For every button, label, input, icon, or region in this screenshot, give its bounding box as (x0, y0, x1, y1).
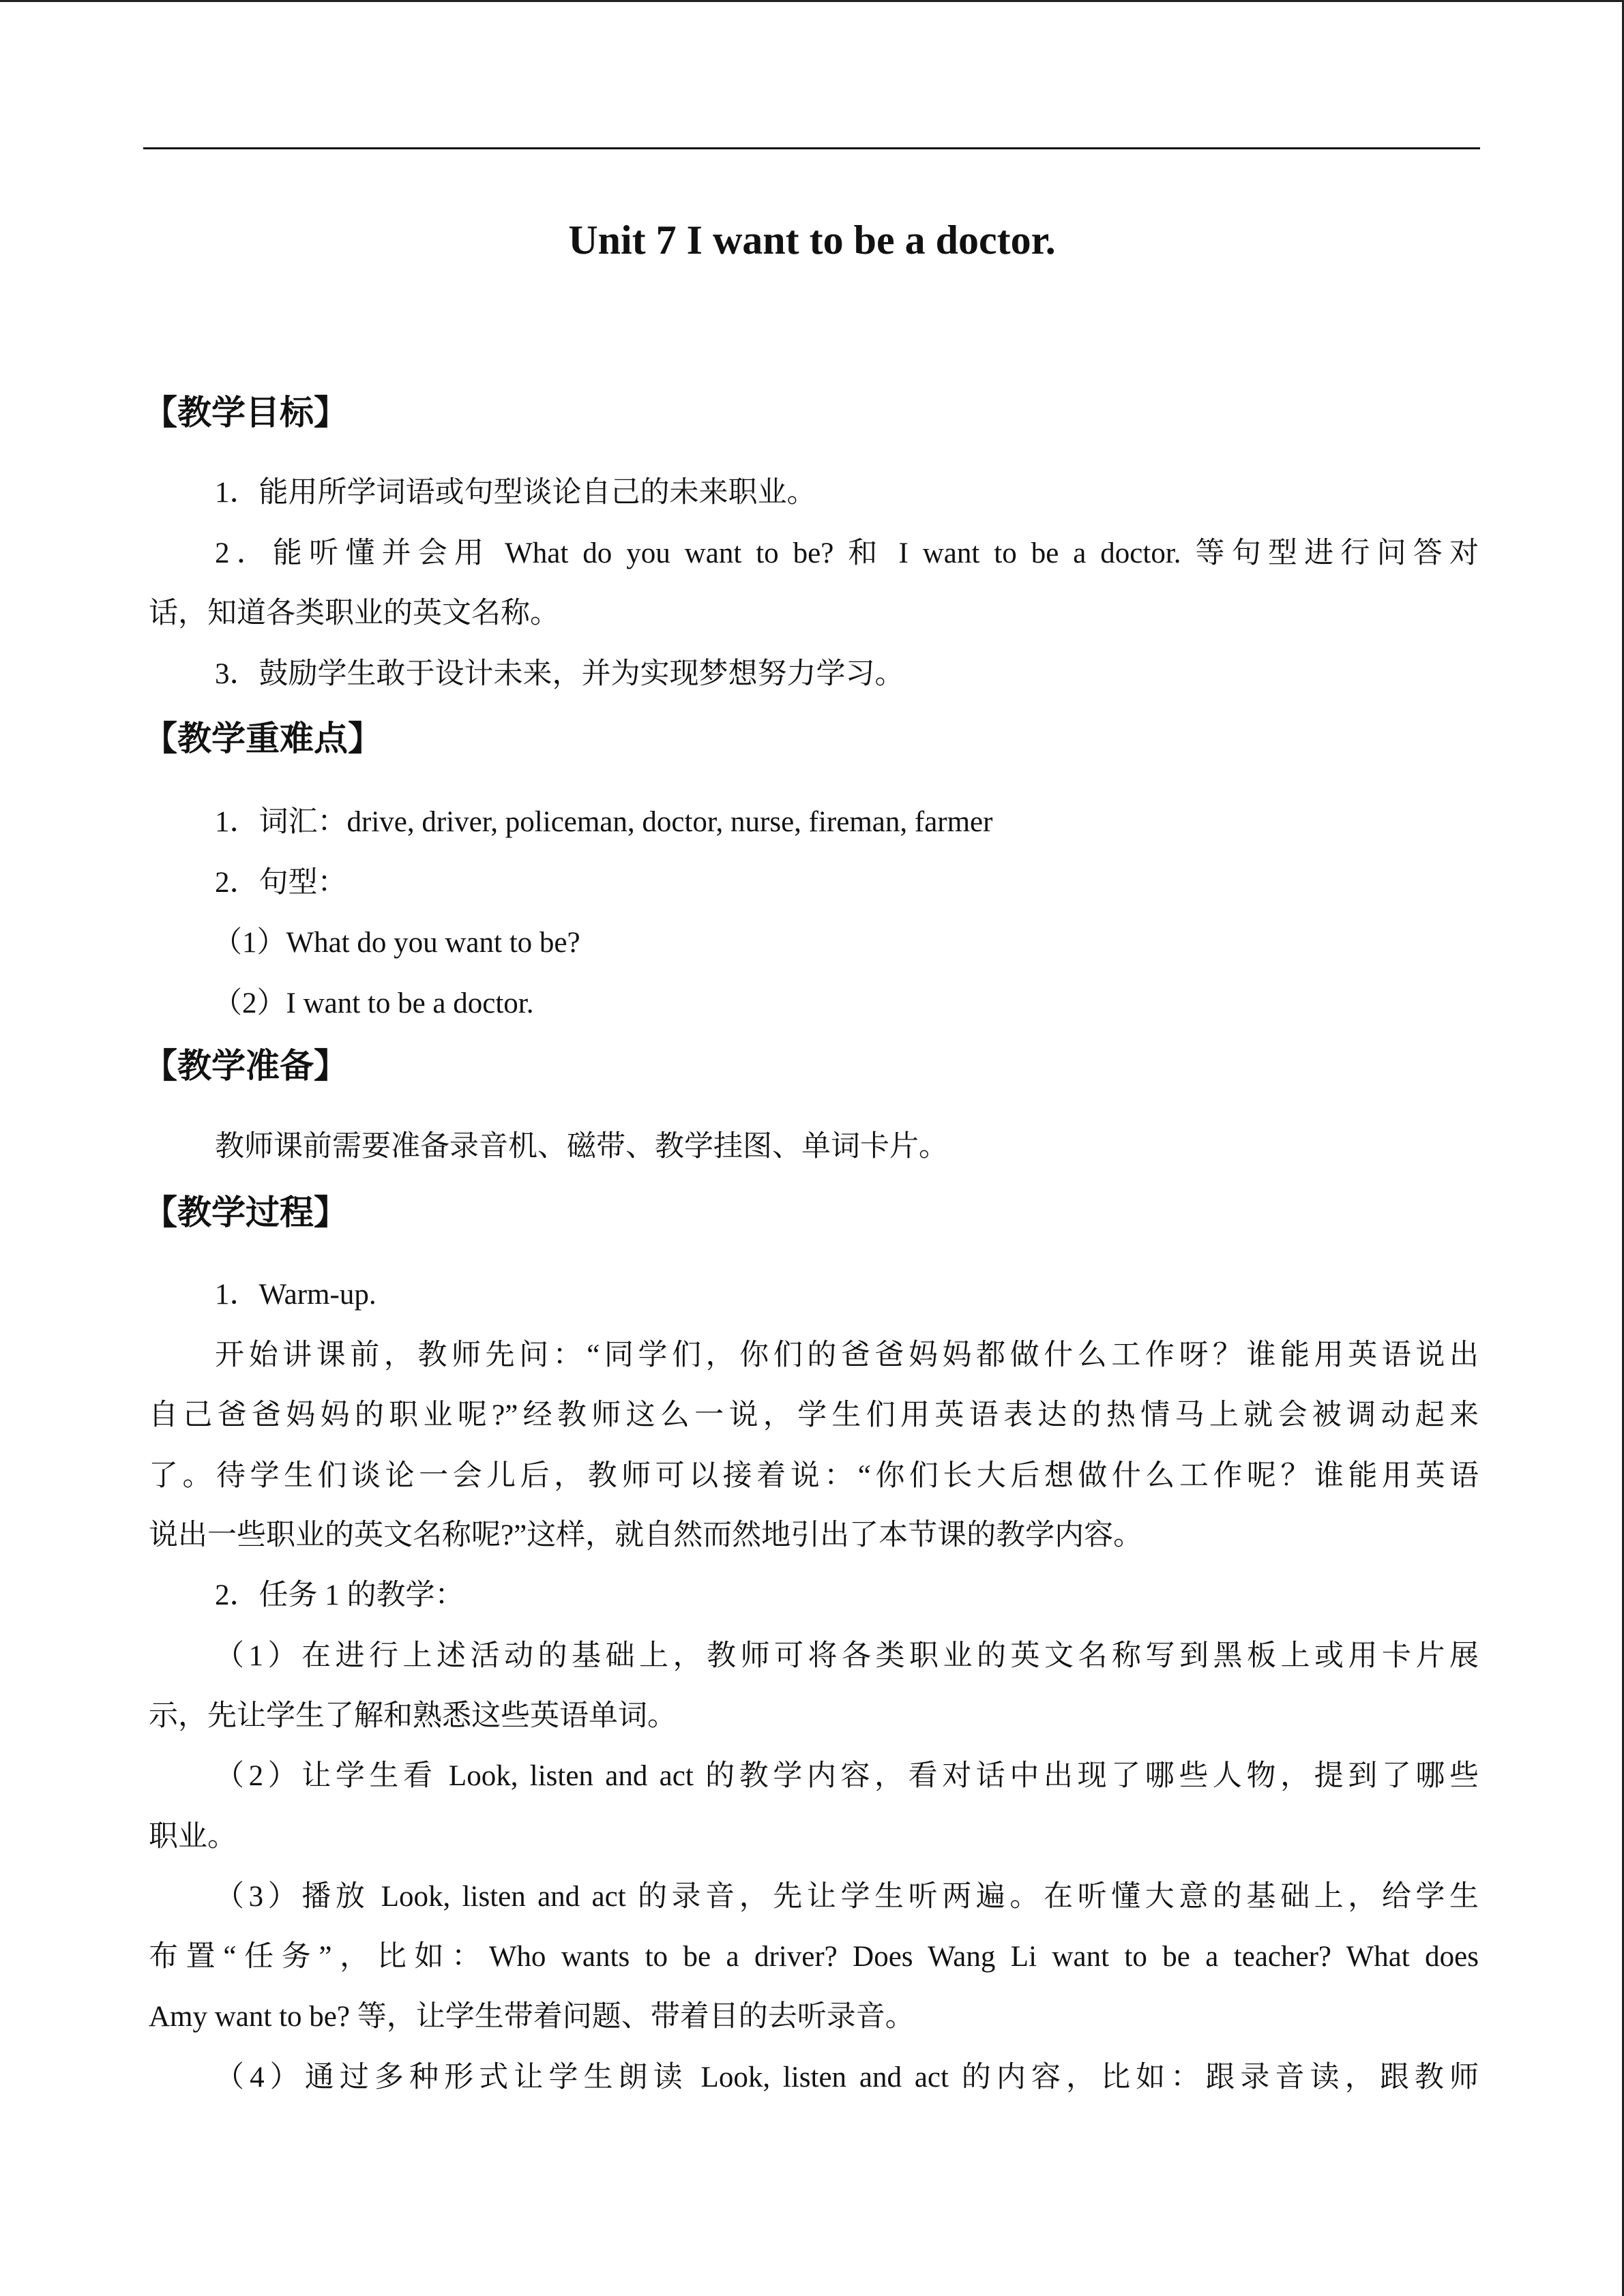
process-line-14: （4）通过多种形式让学生朗读 Look, listen and act 的内容，比如：跟录音读，跟教师 (215, 2061, 1479, 2093)
keypoint-vocabulary: 1．词汇：drive, driver, policeman, doctor, nurse, fireman, farmer (215, 806, 993, 838)
process-line-13: Amy want to be? 等，让学生带着问题、带着目的去听录音。 (149, 2001, 915, 2033)
process-line-11: （3）播放 Look, listen and act 的录音，先让学生听两遍。在听懂大意的基础上，给学生 (215, 1881, 1479, 1913)
heading-teaching-objectives: 【教学目标】 (143, 393, 348, 432)
process-line-9: （2）让学生看 Look, listen and act 的教学内容，看对话中出现了哪些人物，提到了哪些 (215, 1760, 1479, 1792)
keypoint-pattern-1: （1）What do you want to be? (213, 927, 580, 959)
document-title: Unit 7 I want to be a doctor. (568, 218, 1056, 263)
heading-preparation: 【教学准备】 (143, 1046, 348, 1086)
objective-line-1: 1．能用所学词语或句型谈论自己的未来职业。 (215, 477, 816, 509)
heading-teaching-process: 【教学过程】 (143, 1193, 348, 1232)
process-line-7: （1）在进行上述活动的基础上，教师可将各类职业的英文名称写到黑板上或用卡片展 (215, 1640, 1479, 1672)
process-line-6: 2．任务 1 的教学： (215, 1579, 464, 1611)
process-line-8: 示，先让学生了解和熟悉这些英语单词。 (149, 1700, 677, 1732)
process-line-3: 自己爸爸妈妈的职业呢?”经教师这么一说，学生们用英语表达的热情马上就会被调动起来 (149, 1399, 1479, 1431)
objective-line-2-cont: 话，知道各类职业的英文名称。 (149, 597, 559, 629)
keypoint-sentence-patterns: 2．句型： (215, 867, 347, 899)
process-line-12: 布置“任务”，比如：Who wants to be a driver? Does Wang Li want to be a teacher? What does (149, 1941, 1479, 1973)
process-line-1: 1．Warm-up. (215, 1279, 377, 1311)
process-line-4: 了。待学生们谈论一会儿后，教师可以接着说：“你们长大后想做什么工作呢？谁能用英语 (149, 1460, 1479, 1492)
header-rule (143, 147, 1480, 149)
process-line-5: 说出一些职业的英文名称呢?”这样，就自然而然地引出了本节课的教学内容。 (149, 1519, 1143, 1551)
preparation-text: 教师课前需要准备录音机、磁带、教学挂图、单词卡片。 (215, 1131, 948, 1163)
objective-line-2: 2．能听懂并会用 What do you want to be? 和 I want to be a doctor. 等句型进行问答对 (215, 537, 1479, 569)
process-line-10: 职业。 (149, 1821, 237, 1853)
keypoint-pattern-2: （2）I want to be a doctor. (213, 987, 534, 1019)
process-line-2: 开始讲课前，教师先问：“同学们，你们的爸爸妈妈都做什么工作呀？谁能用英语说出 (215, 1339, 1479, 1371)
heading-key-points: 【教学重难点】 (143, 719, 382, 758)
objective-line-3: 3．鼓励学生敢于设计未来，并为实现梦想努力学习。 (215, 658, 904, 690)
